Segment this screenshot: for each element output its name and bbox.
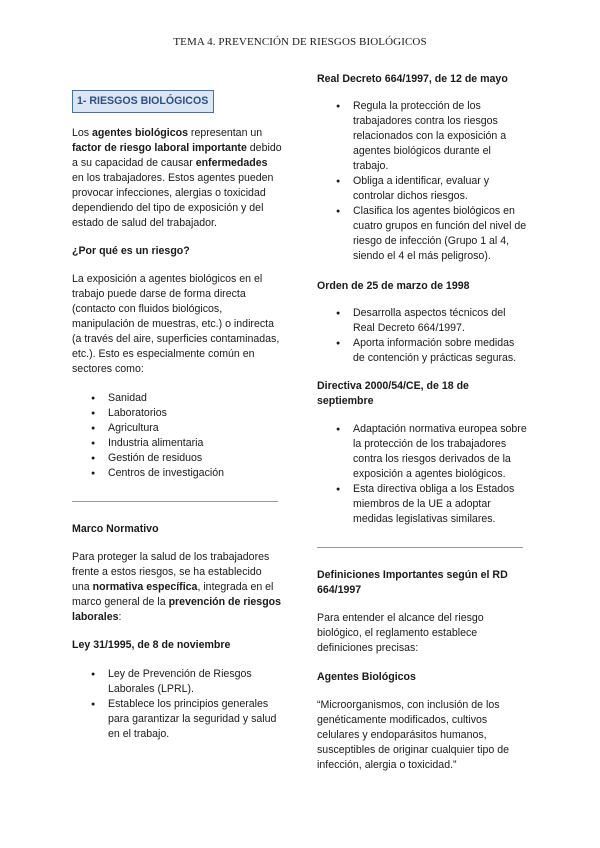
agentes-heading: Agentes Biológicos	[317, 671, 416, 683]
section-title: 1- RIESGOS BIOLÓGICOS	[77, 95, 209, 107]
intro-text-1: Los	[72, 127, 93, 139]
orden-list	[317, 306, 527, 366]
intro-text-3: debido a su capacidad de causar	[72, 142, 282, 169]
list-item: ● Gestión de residuos	[72, 451, 282, 466]
list-item: ● Sanidad	[72, 391, 282, 406]
list-item: ● Obliga a identificar, evaluar y controlar dichos riesgos.	[317, 174, 527, 204]
list-item: ● Desarrolla aspectos técnicos del Real Decreto 664/1997.	[317, 306, 527, 336]
ley-heading: Ley 31/1995, de 8 de noviembre	[72, 639, 231, 651]
list-item: ● Establece los principios generales para garantizar la seguridad y salud en el trabajo.	[72, 697, 282, 742]
orden-heading: Orden de 25 de marzo de 1998	[317, 280, 470, 292]
ley-list	[72, 667, 282, 742]
why-heading: ¿Por qué es un riesgo?	[72, 245, 190, 257]
definitions-paragraph: Para entender el alcance del riesgo biológico, el reglamento establece definiciones precisas:	[317, 612, 484, 654]
list-item: ● Ley de Prevención de Riesgos Laborales (LPRL).	[72, 667, 282, 697]
marco-text-2: , integrada en el marco general de la	[72, 581, 274, 608]
marco-text-3: :	[118, 611, 122, 623]
list-item: ● Clasifica los agentes biológicos en cuatro grupos en función del nivel de riesgo de infección (Grupo 1 al 4, siendo el 4 el más peligroso).	[317, 204, 527, 264]
section-divider	[317, 547, 523, 548]
directiva-heading: Directiva 2000/54/CE, de 18 de septiembre	[317, 380, 469, 407]
definitions-heading: Definiciones Importantes según el RD 664/1997	[317, 569, 508, 596]
marco-paragraph	[72, 550, 282, 625]
marco-text-1: Para proteger la salud de los trabajadores frente a estos riesgos, se ha establecido una	[72, 551, 270, 593]
agentes-quote: “Microorganismos, con inclusión de los genéticamente modificados, cultivos celulares y endoparásitos humanos, susceptibles de originar cualquier tipo de infección, alergia o toxicidad.”	[317, 699, 509, 771]
section-title-box	[72, 90, 214, 113]
right-column	[317, 72, 527, 773]
marco-bold-1: normativa específica	[92, 581, 198, 593]
list-item: ● Adaptación normativa europea sobre la protección de los trabajadores contra los riesgos derivados de la exposición a agentes biológicos.	[317, 422, 527, 482]
left-column	[72, 70, 282, 742]
list-item: ● Regula la protección de los trabajadores contra los riesgos relacionados con la exposición a agentes biológicos durante el trabajo.	[317, 99, 527, 174]
list-item: ● Laboratorios	[72, 406, 282, 421]
directiva-list	[317, 422, 527, 527]
rd-heading: Real Decreto 664/1997, de 12 de mayo	[317, 73, 508, 85]
intro-text-4: en los trabajadores. Estos agentes pueden provocar infecciones, alergias o toxicidad dependiendo del tipo de exposición y del estado de salud del trabajador.	[72, 172, 274, 229]
list-item: ● Centros de investigación	[72, 466, 282, 481]
section-divider	[72, 501, 278, 502]
sectors-list	[72, 391, 282, 481]
list-item: ● Esta directiva obliga a los Estados miembros de la UE a adoptar medidas legislativas similares.	[317, 482, 527, 527]
page-header-title: TEMA 4. PREVENCIÓN DE RIESGOS BIOLÓGICOS	[173, 36, 427, 48]
intro-bold-1: agentes biológicos	[92, 127, 188, 139]
list-item: ● Aporta información sobre medidas de contención y prácticas seguras.	[317, 336, 527, 366]
marco-heading: Marco Normativo	[72, 523, 159, 535]
intro-paragraph	[72, 126, 282, 231]
list-item: ● Agricultura	[72, 421, 282, 436]
rd-list	[317, 99, 527, 264]
intro-bold-2: factor de riesgo laboral importante	[72, 142, 247, 154]
intro-bold-3: enfermedades	[195, 157, 268, 169]
marco-bold-2: prevención de riesgos laborales	[72, 596, 282, 623]
intro-text-2: representan un	[187, 127, 263, 139]
why-paragraph: La exposición a agentes biológicos en el trabajo puede darse de forma directa (contacto con fluidos biológicos, manipulación de muestras, etc.) o indirecta (a través del aire, superficies contaminadas, etc.). Esto es especialmente común en sectores como:	[72, 273, 280, 375]
list-item: ● Industria alimentaria	[72, 436, 282, 451]
